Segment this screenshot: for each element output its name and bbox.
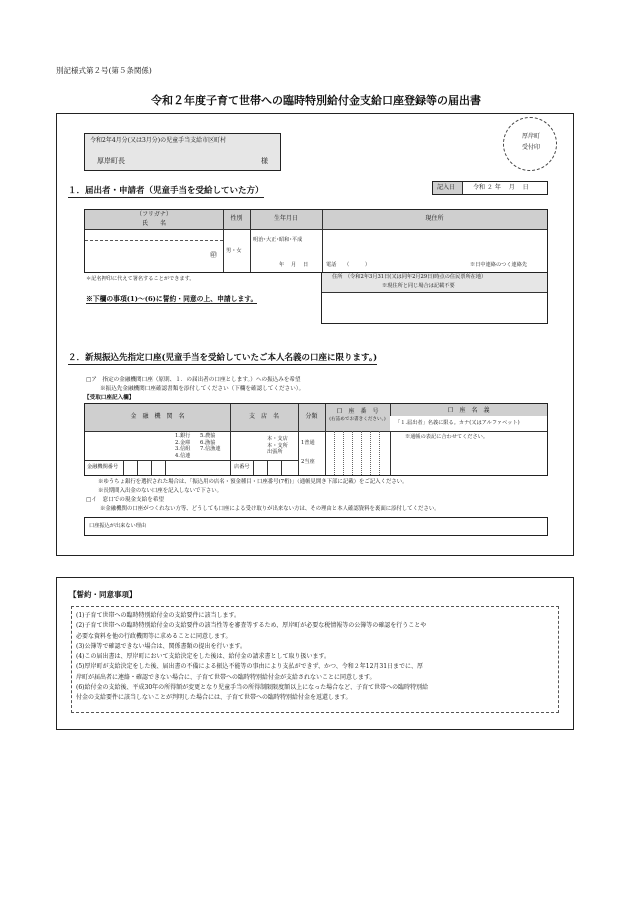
dormant-account-note: ※長期間入出金のない口座を記入しないで下さい。 (98, 488, 222, 494)
section2-heading: ２．新規振込先指定口座(児童手当を受給していたご本人名義の口座に限ります。) (68, 353, 377, 365)
bank-name-header: 金 融 機 関 名 (130, 413, 185, 420)
recipient-box (84, 133, 281, 171)
option-a[interactable]: □ア 指定の金融機関口座（原則、１．の届出者の口座とします。）への振込みを希望 (86, 377, 301, 383)
pledge-item: (4)この届出書は、厚岸町において支給決定をした後は、給付金の請求書として取り扱います。 (76, 653, 331, 661)
stamp-town: 厚岸町 (521, 133, 540, 140)
option-a-note: ※振込先金融機関口座確認書類を添付してください（下欄を確認してください）。 (100, 386, 305, 392)
previous-address-label: 住所 （令和2年3月31日(又は同年2月29日)時点の住民票所在地） (332, 274, 487, 280)
bank-type-options-1[interactable]: 1.銀行 2.金庫 3.信組 4.信連 (175, 433, 191, 459)
furigana-label: （フリガナ） (136, 211, 172, 218)
branch-code-label: 店番号 (234, 464, 250, 470)
branch-type-options[interactable]: 本・支店 本・支所 出張所 (267, 436, 288, 455)
pledge-item: (1)子育て世帯への臨時特別給付金の支給要件に該当します。 (76, 612, 241, 619)
pledge-item: 必要な資料を他の行政機関等に求めることに同意します。 (76, 632, 232, 640)
bank-type-options-2[interactable]: 5.農協 6.漁協 7.信漁連 (200, 433, 221, 452)
holder-note-1: 「１.届出者」名義に限る。カナ(又はアルファベット) (395, 420, 520, 426)
option-i[interactable]: □イ 窓口での現金支給を希望 (86, 497, 165, 503)
account-type-header: 分類 (305, 413, 318, 420)
bank-code-label: 金融機関番号 (87, 464, 119, 470)
phone-field[interactable]: 電話 （ ） (326, 262, 371, 268)
dob-ymd[interactable]: 年 月 日 (279, 262, 309, 268)
pledge-item: (6)給付金の支給後、平成30年の所得額が変更となり児童手当の所得制限限度額以上になった場合など、子育て世帯への臨時特別給 (76, 684, 429, 692)
option-i-note: ※金融機関の口座がつくれない方等、どうしても口座による受け取りが出来ない方は、その理由と本人確認資料を裏面に添付してください。 (100, 506, 440, 512)
account-form-label: 【受取口座記入欄】 (84, 395, 135, 401)
yucho-note: ※ゆうちょ銀行を選択された場合は、「振込用の店名・預金種目・口座番号(7桁)」（通帳見開き下部に記載）をご記入ください。 (98, 479, 408, 485)
pledge-item: (2)子育て世帯への臨時特別給付金の支給要件の該当性等を審査等するため、厚岸町が必要な税情報等の公簿等の確認を行うことや (76, 622, 427, 630)
pledge-item: (5)厚岸町が支給決定をした後、届出書の不備による振込不能等の事由により支払ができず、かつ、令和２年12月31日までに、厚 (76, 663, 424, 671)
pledge-item: (3)公簿等で確認できない場合は、関係書類の提出を行います。 (76, 642, 247, 650)
holder-note-2: ※通帳の表記に合わせてください。 (405, 434, 489, 440)
pledge-item: 岸町が届出者に連絡・確認できない場合に、子育て世帯への臨時特別給付金が支給されないことに同意します。 (76, 673, 376, 681)
account-type-toza[interactable]: 2当座 (301, 459, 315, 465)
applicant-table (84, 209, 548, 273)
pledge-frame (56, 577, 574, 730)
form-number: 別記様式第２号(第５条関係) (56, 66, 152, 75)
date-box (432, 181, 548, 195)
previous-address-box (321, 272, 548, 324)
reason-label: 口座振込が出来ない理由 (89, 523, 147, 529)
account-number-header: 口 座 番 号 (336, 408, 379, 415)
era-options[interactable]: 明治･大正･昭和･平成 (253, 237, 303, 243)
branch-name-header: 支 店 名 (248, 413, 279, 420)
account-type-futsu[interactable]: 1普通 (301, 440, 315, 446)
section1-heading: １．届出者・申請者（児童手当を受給していた方） (68, 186, 264, 198)
same-address-note: ※現住所と同じ場合は記載不要 (382, 283, 455, 289)
pledge-items-box (71, 606, 559, 713)
pledge-item: 付金の支給要件に該当しないことが判明した場合には、子育て世帯への臨時特別給付金を返還します。 (76, 694, 352, 702)
bank-account-table (84, 403, 548, 476)
stamp-label: 受付印 (521, 144, 540, 151)
pledge-heading: 【誓約・同意事項】 (69, 590, 137, 599)
date-label: 記入日 (437, 184, 456, 191)
daytime-contact-note: ※日中連絡のつく連絡先 (470, 262, 528, 268)
recipient-honorific: 様 (261, 157, 268, 165)
account-number-subnote: (右詰めでお書きください。) (329, 417, 386, 422)
date-field[interactable]: 令和 ２ 年 月 日 (473, 184, 529, 191)
recipient-mayor: 厚岸町長 (97, 157, 125, 165)
reception-stamp (503, 117, 557, 171)
seal-mark: ㊞ (210, 251, 217, 259)
page-title: 令和２年度子育て世帯への臨時特別給付金支給口座登録等の届出書 (151, 94, 481, 107)
reason-box[interactable] (84, 517, 548, 536)
name-label: 氏 名 (141, 220, 166, 227)
recipient-municipality-label: 令和2年4月分(又は3月分)の児童手当支給市区町村 (90, 137, 227, 144)
address-label: 現住所 (425, 215, 444, 222)
agreement-note: ※下欄の事項(1)～(6)に誓約・同意の上、申請します。 (86, 295, 258, 303)
gender-label: 性別 (230, 215, 243, 222)
account-holder-header: 口 座 名 義 (447, 407, 490, 414)
dob-label: 生年月日 (273, 215, 298, 222)
gender-options[interactable]: 男・女 (226, 248, 242, 254)
signature-note: ＊記名押印に代えて署名することができます。 (86, 276, 195, 282)
pledge-items (76, 611, 428, 704)
